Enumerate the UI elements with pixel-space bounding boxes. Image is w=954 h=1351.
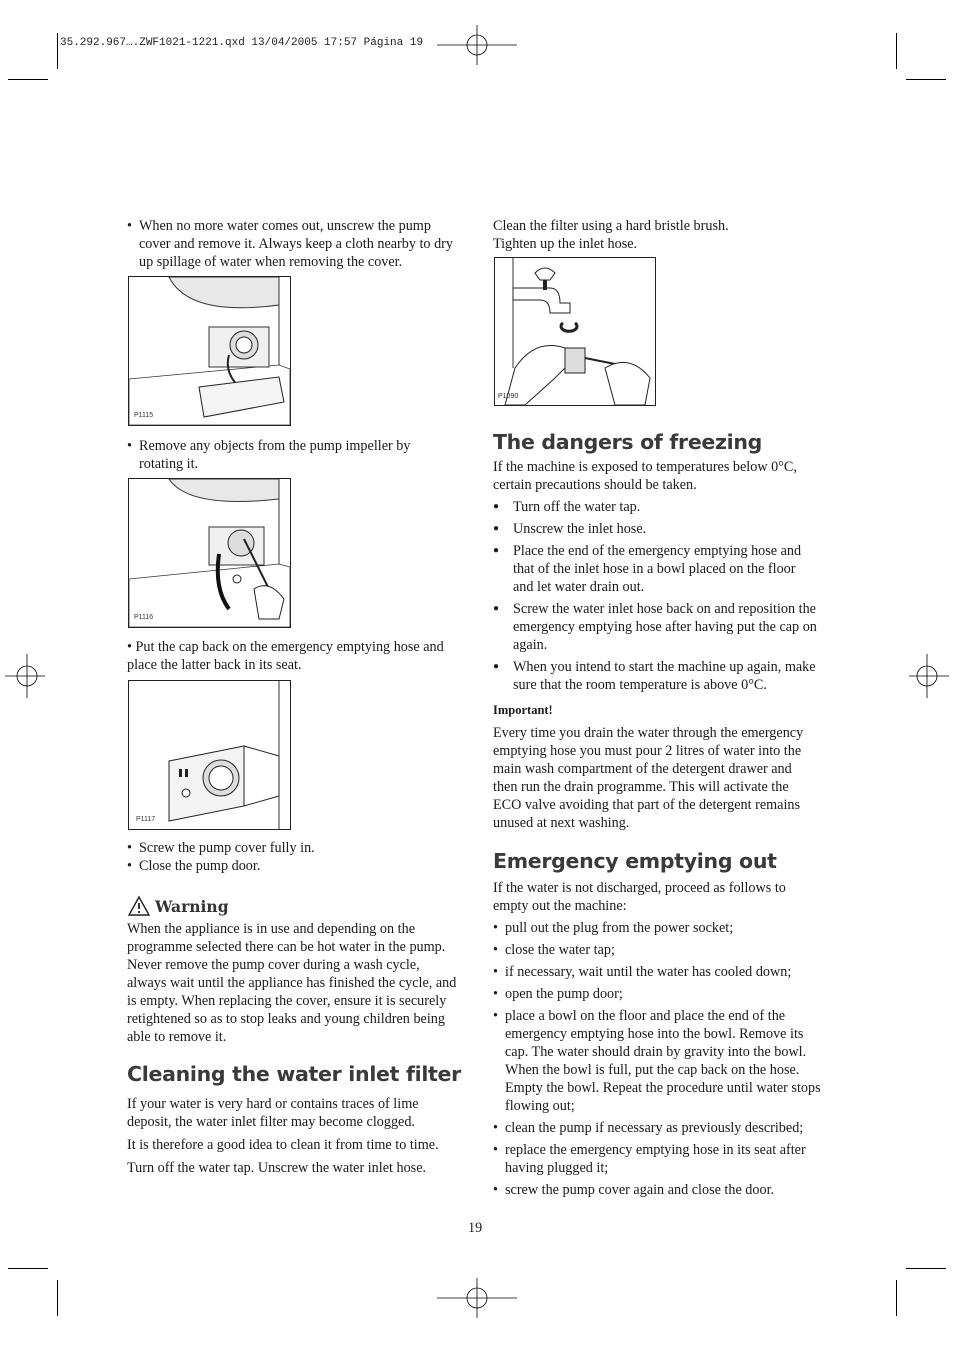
list-item: ● Unscrew the inlet hose. (493, 520, 818, 538)
step-list-4 (127, 839, 457, 875)
warning-heading (127, 895, 229, 917)
section-title-cleaning: Cleaning the water inlet filter (127, 1062, 461, 1086)
list-item: • pull out the plug from the power socket; (493, 919, 823, 937)
warning-title: Warning (155, 897, 229, 916)
list-item: • place a bowl on the floor and place the end of the emergency emptying hose into the bowl. Remove its cap. The water should drain by gravity into the bowl. When the bowl is full, put the cap back on the hose. Empty the bowl. Repeat the procedure until water stops flowing out; (493, 1007, 823, 1115)
list-item: ● Turn off the water tap. (493, 498, 818, 516)
filter-intro: Clean the filter using a hard bristle brush. Tighten up the inlet hose. (493, 218, 729, 252)
illustration-hose-cap (128, 680, 291, 830)
list-item: • replace the emergency emptying hose in its seat after having plugged it; (493, 1141, 823, 1177)
warning-text: When the appliance is in use and depending on the programme selected there can be hot water in the pump. Never remove the pump cover during a wash cycle, always wait until the appliance has finished the cycle, and is empty. When replacing the cover, ensure it is securely retightened so as to stop leaks and young children being able to remove it. (127, 921, 457, 1045)
list-item: ● Screw the water inlet hose back on and reposition the emergency emptying hose after having put the cap on again. (493, 600, 818, 654)
step-list-2 (127, 437, 457, 473)
list-item: ● Place the end of the emergency emptying hose and that of the inlet hose in a bowl placed on the floor and let water drain out. (493, 542, 818, 596)
page-number: 19 (468, 1220, 483, 1236)
figure-code: P1090 (498, 393, 519, 400)
figure-code: P1117 (136, 816, 156, 823)
registration-mark-right (905, 654, 949, 698)
cleaning-paragraph-1: If your water is very hard or contains traces of lime deposit, the water inlet filter may become clogged. (127, 1096, 419, 1130)
illustration-pump-cover (128, 276, 291, 426)
illustration-filter-brush (494, 257, 656, 406)
warning-icon (127, 895, 151, 917)
list-item: • clean the pump if necessary as previously described; (493, 1119, 823, 1137)
list-item: • screw the pump cover again and close the door. (493, 1181, 823, 1199)
important-label: Important! (493, 703, 553, 717)
important-text: Every time you drain the water through the emergency emptying hose you must pour 2 litres of water into the main wash compartment of the detergent drawer and then run the drain programme. This will activate the ECO valve avoiding that part of the detergent remains unused at next washing. (493, 725, 804, 831)
freezing-list (493, 498, 818, 694)
figure-code: P1116 (134, 614, 154, 621)
illustration-pump-impeller (128, 478, 291, 628)
step-list-1 (127, 217, 457, 271)
figure-code: P1115 (134, 412, 154, 419)
list-item: ● When you intend to start the machine up again, make sure that the room temperature is above 0°C. (493, 658, 818, 694)
list-item: • close the water tap; (493, 941, 823, 959)
cleaning-paragraph-2: It is therefore a good idea to clean it from time to time. (127, 1137, 439, 1153)
section-title-freezing: The dangers of freezing (493, 430, 763, 454)
emergency-intro: If the water is not discharged, proceed as follows to empty out the machine: (493, 880, 786, 914)
registration-mark-bottom (437, 1278, 517, 1318)
file-slug: 35.292.967….ZWF1021-1221.qxd 13/04/2005 17:57 Página 19 (60, 37, 424, 49)
section-title-emergency: Emergency emptying out (493, 849, 777, 873)
list-item: • Remove any objects from the pump impeller by rotating it. (127, 437, 457, 473)
list-item: • if necessary, wait until the water has cooled down; (493, 963, 823, 981)
list-item: • When no more water comes out, unscrew the pump cover and remove it. Always keep a cloth nearby to dry up spillage of water when removing the cover. (127, 217, 457, 271)
step-text-3: • Put the cap back on the emergency emptying hose and place the latter back in its seat. (127, 639, 444, 673)
registration-mark-left (5, 654, 45, 698)
cleaning-paragraph-3: Turn off the water tap. Unscrew the water inlet hose. (127, 1160, 427, 1176)
list-item: • open the pump door; (493, 985, 823, 1003)
registration-mark-top (437, 25, 517, 65)
list-item: • Close the pump door. (127, 857, 457, 875)
freezing-intro: If the machine is exposed to temperatures below 0°C, certain precautions should be taken. (493, 459, 797, 493)
list-item: • Screw the pump cover fully in. (127, 839, 457, 857)
emergency-list (493, 919, 823, 1199)
list-item: Put the cap back on the emergency emptying hose and place the latter back in its seat. (127, 639, 444, 673)
